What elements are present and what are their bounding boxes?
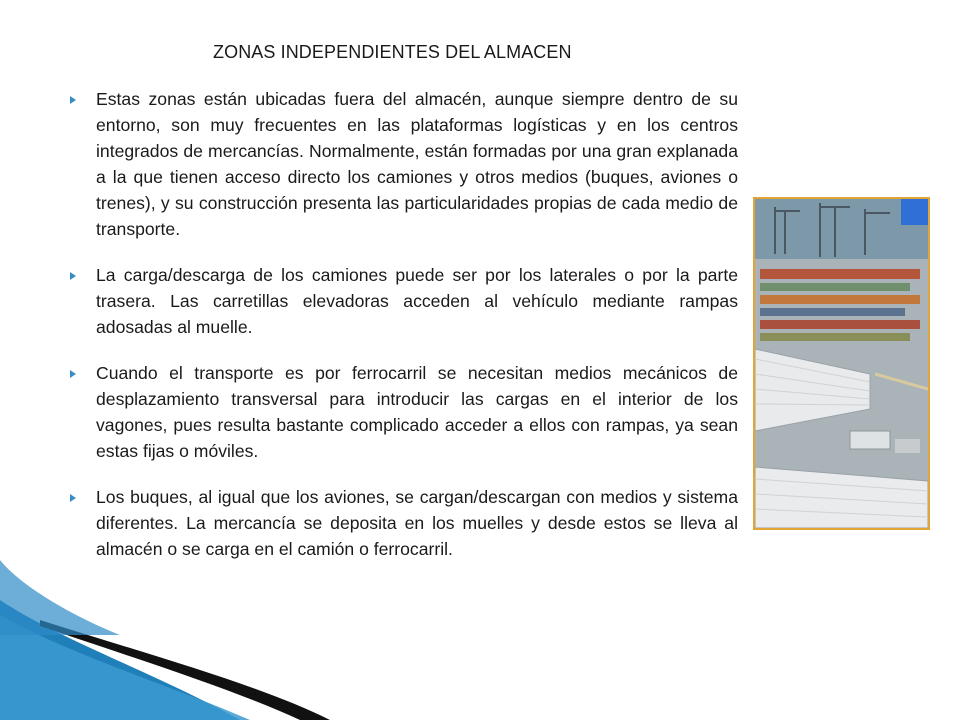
arrow-right-icon	[70, 96, 76, 104]
bullet-text: Cuando el transporte es por ferrocarril se necesitan medios mecánicos de desplazamiento transversal para introducir las cargas en el interior de los vagones, pues resulta bastante complicado acceder a ellos con rampas, ya sean estas fijas o móviles.	[96, 363, 738, 461]
port-aerial-image	[755, 199, 928, 528]
bullet-text: Estas zonas están ubicadas fuera del almacén, aunque siempre dentro de su entorno, son muy frecuentes en las plataformas logísticas y en los centros integrados de mercancías. Normalmente, están formadas por una gran explanada a la que tienen acceso directo los camiones y otros medios (buques, aviones o trenes), y su construcción presenta las particularidades propias de cada medio de transporte.	[96, 89, 738, 239]
corner-swoosh-decoration	[0, 560, 420, 720]
arrow-right-icon	[70, 494, 76, 502]
bullet-text: Los buques, al igual que los aviones, se cargan/descargan con medios y sistema diferentes. La mercancía se deposita en los muelles y desde estos se lleva al almacén o se carga en el camión o ferrocarril.	[96, 487, 738, 559]
bullet-item	[70, 360, 738, 464]
bullet-text: La carga/descarga de los camiones puede ser por los laterales o por la parte trasera. Las carretillas elevadoras acceden al vehículo mediante rampas adosadas al muelle.	[96, 265, 738, 337]
bullet-item	[70, 262, 738, 340]
bullet-item	[70, 86, 738, 242]
slide-title: ZONAS INDEPENDIENTES DEL ALMACEN	[213, 42, 572, 62]
arrow-right-icon	[70, 272, 76, 280]
bullet-list	[70, 86, 738, 582]
bullet-item	[70, 484, 738, 562]
port-photo	[753, 197, 930, 530]
arrow-right-icon	[70, 370, 76, 378]
